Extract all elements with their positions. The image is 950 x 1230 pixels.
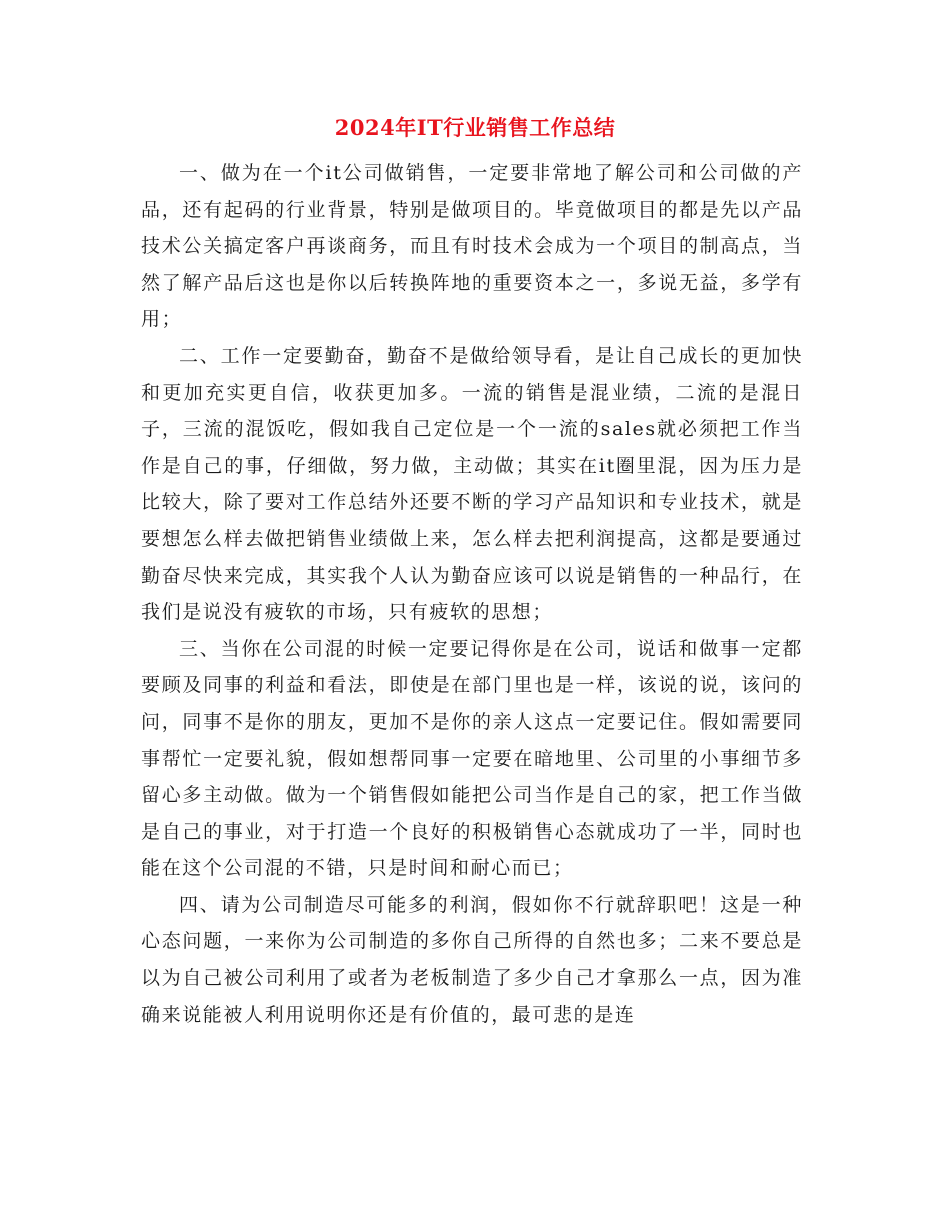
paragraph-1: 一、做为在一个it公司做销售，一定要非常地了解公司和公司做的产品，还有起码的行业背景，特别是做项目的。毕竟做项目的都是先以产品技术公关搞定客户再谈商务，而且有时技术会成为一个项目的制高点，当然了解产品后这也是你以后转换阵地的重要资本之一，多说无益，多学有用； — [141, 162, 803, 331]
paragraph-2: 二、工作一定要勤奋，勤奋不是做给领导看，是让自己成长的更加快和更加充实更自信，收获更加多。一流的销售是混业绩，二流的是混日子，三流的混饭吃，假如我自己定位是一个一流的sales就必须把工作当作是自己的事，仔细做，努力做，主动做；其实在it圈里混，因为压力是比较大，除了要对工作总结外还要不断的学习产品知识和专业技术，就是要想怎么样去做把销售业绩做上来，怎么样去把利润提高，这都是要通过勤奋尽快来完成，其实我个人认为勤奋应该可以说是销售的一种品行，在我们是说没有疲软的市场，只有疲软的思想； — [141, 344, 803, 624]
paragraph-3: 三、当你在公司混的时候一定要记得你是在公司，说话和做事一定都要顾及同事的利益和看法，即使是在部门里也是一样，该说的说，该问的问，同事不是你的朋友，更加不是你的亲人这点一定要记住。假如需要同事帮忙一定要礼貌，假如想帮同事一定要在暗地里、公司里的小事细节多留心多主动做。做为一个销售假如能把公司当作是自己的家，把工作当做是自己的事业，对于打造一个良好的积极销售心态就成功了一半，同时也能在这个公司混的不错，只是时间和耐心而已； — [141, 637, 803, 880]
paragraph-4: 四、请为公司制造尽可能多的利润，假如你不行就辞职吧！这是一种心态问题，一来你为公司制造的多你自己所得的自然也多；二来不要总是以为自己被公司利用了或者为老板制造了多少自己才拿那么一点，因为准确来说能被人利用说明你还是有价值的，最可悲的是连 — [141, 893, 803, 1026]
document-title: 2024年IT行业销售工作总结 — [334, 115, 616, 140]
document-body — [141, 155, 803, 1033]
